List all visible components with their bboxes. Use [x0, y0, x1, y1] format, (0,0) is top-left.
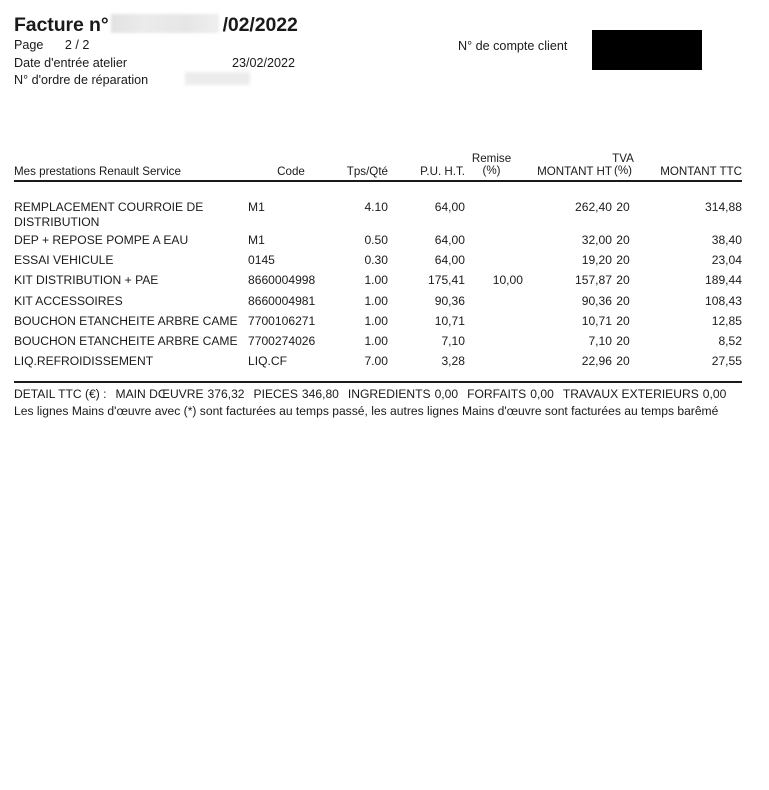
- table-row: [0, 294, 769, 314]
- summary-item-label: FORFAITS: [467, 387, 527, 401]
- invoice-summary: [14, 386, 756, 419]
- meta-row-repair-order: [14, 72, 148, 90]
- column-header-tva: [608, 153, 638, 178]
- column-header-tva-line2: (%): [613, 164, 633, 178]
- table-row: [0, 200, 769, 233]
- cell-montant-ht: 262,40: [575, 200, 612, 214]
- table-row: [0, 233, 769, 253]
- cell-montant-ht: 157,87: [575, 273, 612, 288]
- cell-code: M1: [248, 233, 265, 247]
- cell-tps-qte: 0.30: [364, 253, 388, 268]
- cell-tps-qte: 7.00: [364, 354, 388, 369]
- cell-tva: 20: [616, 313, 630, 328]
- meta-row-entry-date: [14, 55, 296, 73]
- cell-tps-qte: 0.50: [364, 233, 388, 247]
- cell-montant-ht: 32,00: [581, 233, 612, 247]
- cell-code: M1: [248, 200, 265, 214]
- cell-description: ESSAI VEHICULE: [14, 253, 114, 268]
- cell-montant-ttc: 23,04: [711, 253, 742, 268]
- summary-item-label: TRAVAUX EXTERIEURS: [562, 387, 699, 401]
- column-header-pu-ht: P.U. H.T.: [420, 165, 465, 178]
- cell-tps-qte: 1.00: [364, 273, 388, 288]
- cell-pu-ht: 7,10: [441, 333, 465, 348]
- cell-montant-ttc: 314,88: [705, 200, 742, 214]
- summary-item-value: 376,32: [207, 387, 245, 401]
- client-account-label: N° de compte client: [458, 39, 568, 53]
- cell-pu-ht: 175,41: [428, 273, 465, 288]
- summary-item: [563, 387, 727, 401]
- cell-tps-qte: 4.10: [364, 200, 388, 214]
- entry-date-label: Date d'entrée atelier: [14, 55, 128, 70]
- cell-description: BOUCHON ETANCHEITE ARBRE CAME: [14, 313, 238, 328]
- summary-item-label: INGREDIENTS: [347, 387, 431, 401]
- cell-code: 8660004998: [248, 273, 316, 288]
- summary-prefix: DETAIL TTC (€) :: [14, 387, 107, 401]
- cell-pu-ht: 64,00: [434, 233, 465, 247]
- repair-order-label: N° d'ordre de réparation: [14, 73, 149, 87]
- cell-tps-qte: 1.00: [364, 293, 388, 308]
- cell-description: BOUCHON ETANCHEITE ARBRE CAME: [14, 333, 238, 348]
- page-value: 2 / 2: [64, 38, 90, 52]
- cell-montant-ht: 7,10: [588, 333, 612, 348]
- entry-date-value: 23/02/2022: [232, 55, 296, 70]
- cell-pu-ht: 64,00: [434, 200, 465, 214]
- page-label: Page: [14, 38, 44, 52]
- summary-item: [116, 387, 245, 401]
- cell-montant-ttc: 189,44: [705, 273, 742, 288]
- cell-montant-ttc: 108,43: [705, 293, 742, 308]
- cell-description: REMPLACEMENT COURROIE DE DISTRIBUTION: [14, 200, 204, 229]
- column-header-remise: [460, 153, 523, 178]
- cell-tva: 20: [616, 354, 630, 369]
- cell-montant-ht: 90,36: [581, 293, 612, 308]
- summary-item-label: MAIN DŒUVRE: [115, 387, 204, 401]
- cell-tva: 20: [616, 253, 630, 268]
- column-header-tps-qte: Tps/Qté: [346, 165, 388, 178]
- invoice-meta: [14, 37, 296, 90]
- cell-remise: 10,00: [492, 273, 523, 288]
- invoice-title: [14, 12, 298, 37]
- table-row: [0, 334, 769, 354]
- cell-code: 0145: [248, 253, 275, 268]
- cell-tva: 20: [616, 293, 630, 308]
- cell-pu-ht: 3,28: [441, 354, 465, 369]
- cell-montant-ht: 10,71: [581, 313, 612, 328]
- cell-montant-ht: 19,20: [581, 253, 612, 268]
- cell-tva: 20: [616, 273, 630, 288]
- table-body: [0, 200, 769, 374]
- summary-item: [348, 387, 458, 401]
- column-header-montant-ttc: MONTANT TTC: [660, 165, 742, 178]
- table-header-row: [0, 145, 769, 179]
- cell-code: LIQ.CF: [248, 354, 287, 369]
- column-header-montant-ht: MONTANT HT: [537, 165, 612, 178]
- cell-tps-qte: 1.00: [364, 333, 388, 348]
- invoice-number-suffix: /02/2022: [222, 14, 298, 36]
- table-row: [0, 253, 769, 273]
- table-bottom-rule: [14, 381, 742, 383]
- cell-description: LIQ.REFROIDISSEMENT: [14, 354, 154, 369]
- summary-item: [254, 387, 339, 401]
- column-header-tva-line1: TVA: [612, 151, 634, 165]
- table-row: [0, 314, 769, 334]
- cell-tps-qte: 1.00: [364, 313, 388, 328]
- cell-montant-ht: 22,96: [581, 354, 612, 369]
- cell-code: 8660004981: [248, 293, 316, 308]
- cell-pu-ht: 10,71: [434, 313, 465, 328]
- cell-montant-ttc: 38,40: [711, 233, 742, 247]
- summary-totals-line: [14, 386, 756, 403]
- summary-item-label: PIECES: [253, 387, 298, 401]
- cell-pu-ht: 64,00: [434, 253, 465, 268]
- column-header-remise-line1: Remise: [471, 151, 512, 165]
- cell-montant-ttc: 12,85: [711, 313, 742, 328]
- cell-description: KIT ACCESSOIRES: [14, 293, 123, 308]
- summary-item-value: 346,80: [301, 387, 339, 401]
- table-row: [0, 354, 769, 374]
- cell-tva: 20: [616, 233, 630, 247]
- invoice-number-label: Facture n°: [14, 14, 109, 36]
- cell-description: KIT DISTRIBUTION + PAE: [14, 273, 159, 288]
- cell-montant-ttc: 8,52: [718, 333, 742, 348]
- invoice-number-redaction: [111, 14, 219, 33]
- summary-item-value: 0,00: [434, 387, 459, 401]
- summary-item: [467, 387, 554, 401]
- column-header-remise-line2: (%): [482, 164, 501, 178]
- summary-item-value: 0,00: [702, 387, 727, 401]
- summary-item-value: 0,00: [530, 387, 554, 401]
- cell-pu-ht: 90,36: [434, 293, 465, 308]
- table-top-rule: [14, 180, 742, 182]
- cell-tva: 20: [616, 333, 630, 348]
- cell-description: DEP + REPOSE POMPE A EAU: [14, 233, 189, 247]
- cell-code: 7700106271: [248, 313, 316, 328]
- meta-row-page: [14, 37, 148, 55]
- repair-order-redaction: [185, 72, 250, 85]
- cell-code: 7700274026: [248, 333, 316, 348]
- client-account-redaction: [592, 30, 702, 70]
- summary-note: Les lignes Mains d'œuvre avec (*) sont facturées au temps passé, les autres lignes Mains d'œuvre sont facturées au temps barêmé: [14, 403, 719, 418]
- cell-tva: 20: [616, 200, 630, 214]
- table-row: [0, 273, 769, 293]
- cell-montant-ttc: 27,55: [711, 354, 742, 369]
- column-header-code: Code: [277, 165, 305, 178]
- column-header-description: Mes prestations Renault Service: [14, 165, 181, 178]
